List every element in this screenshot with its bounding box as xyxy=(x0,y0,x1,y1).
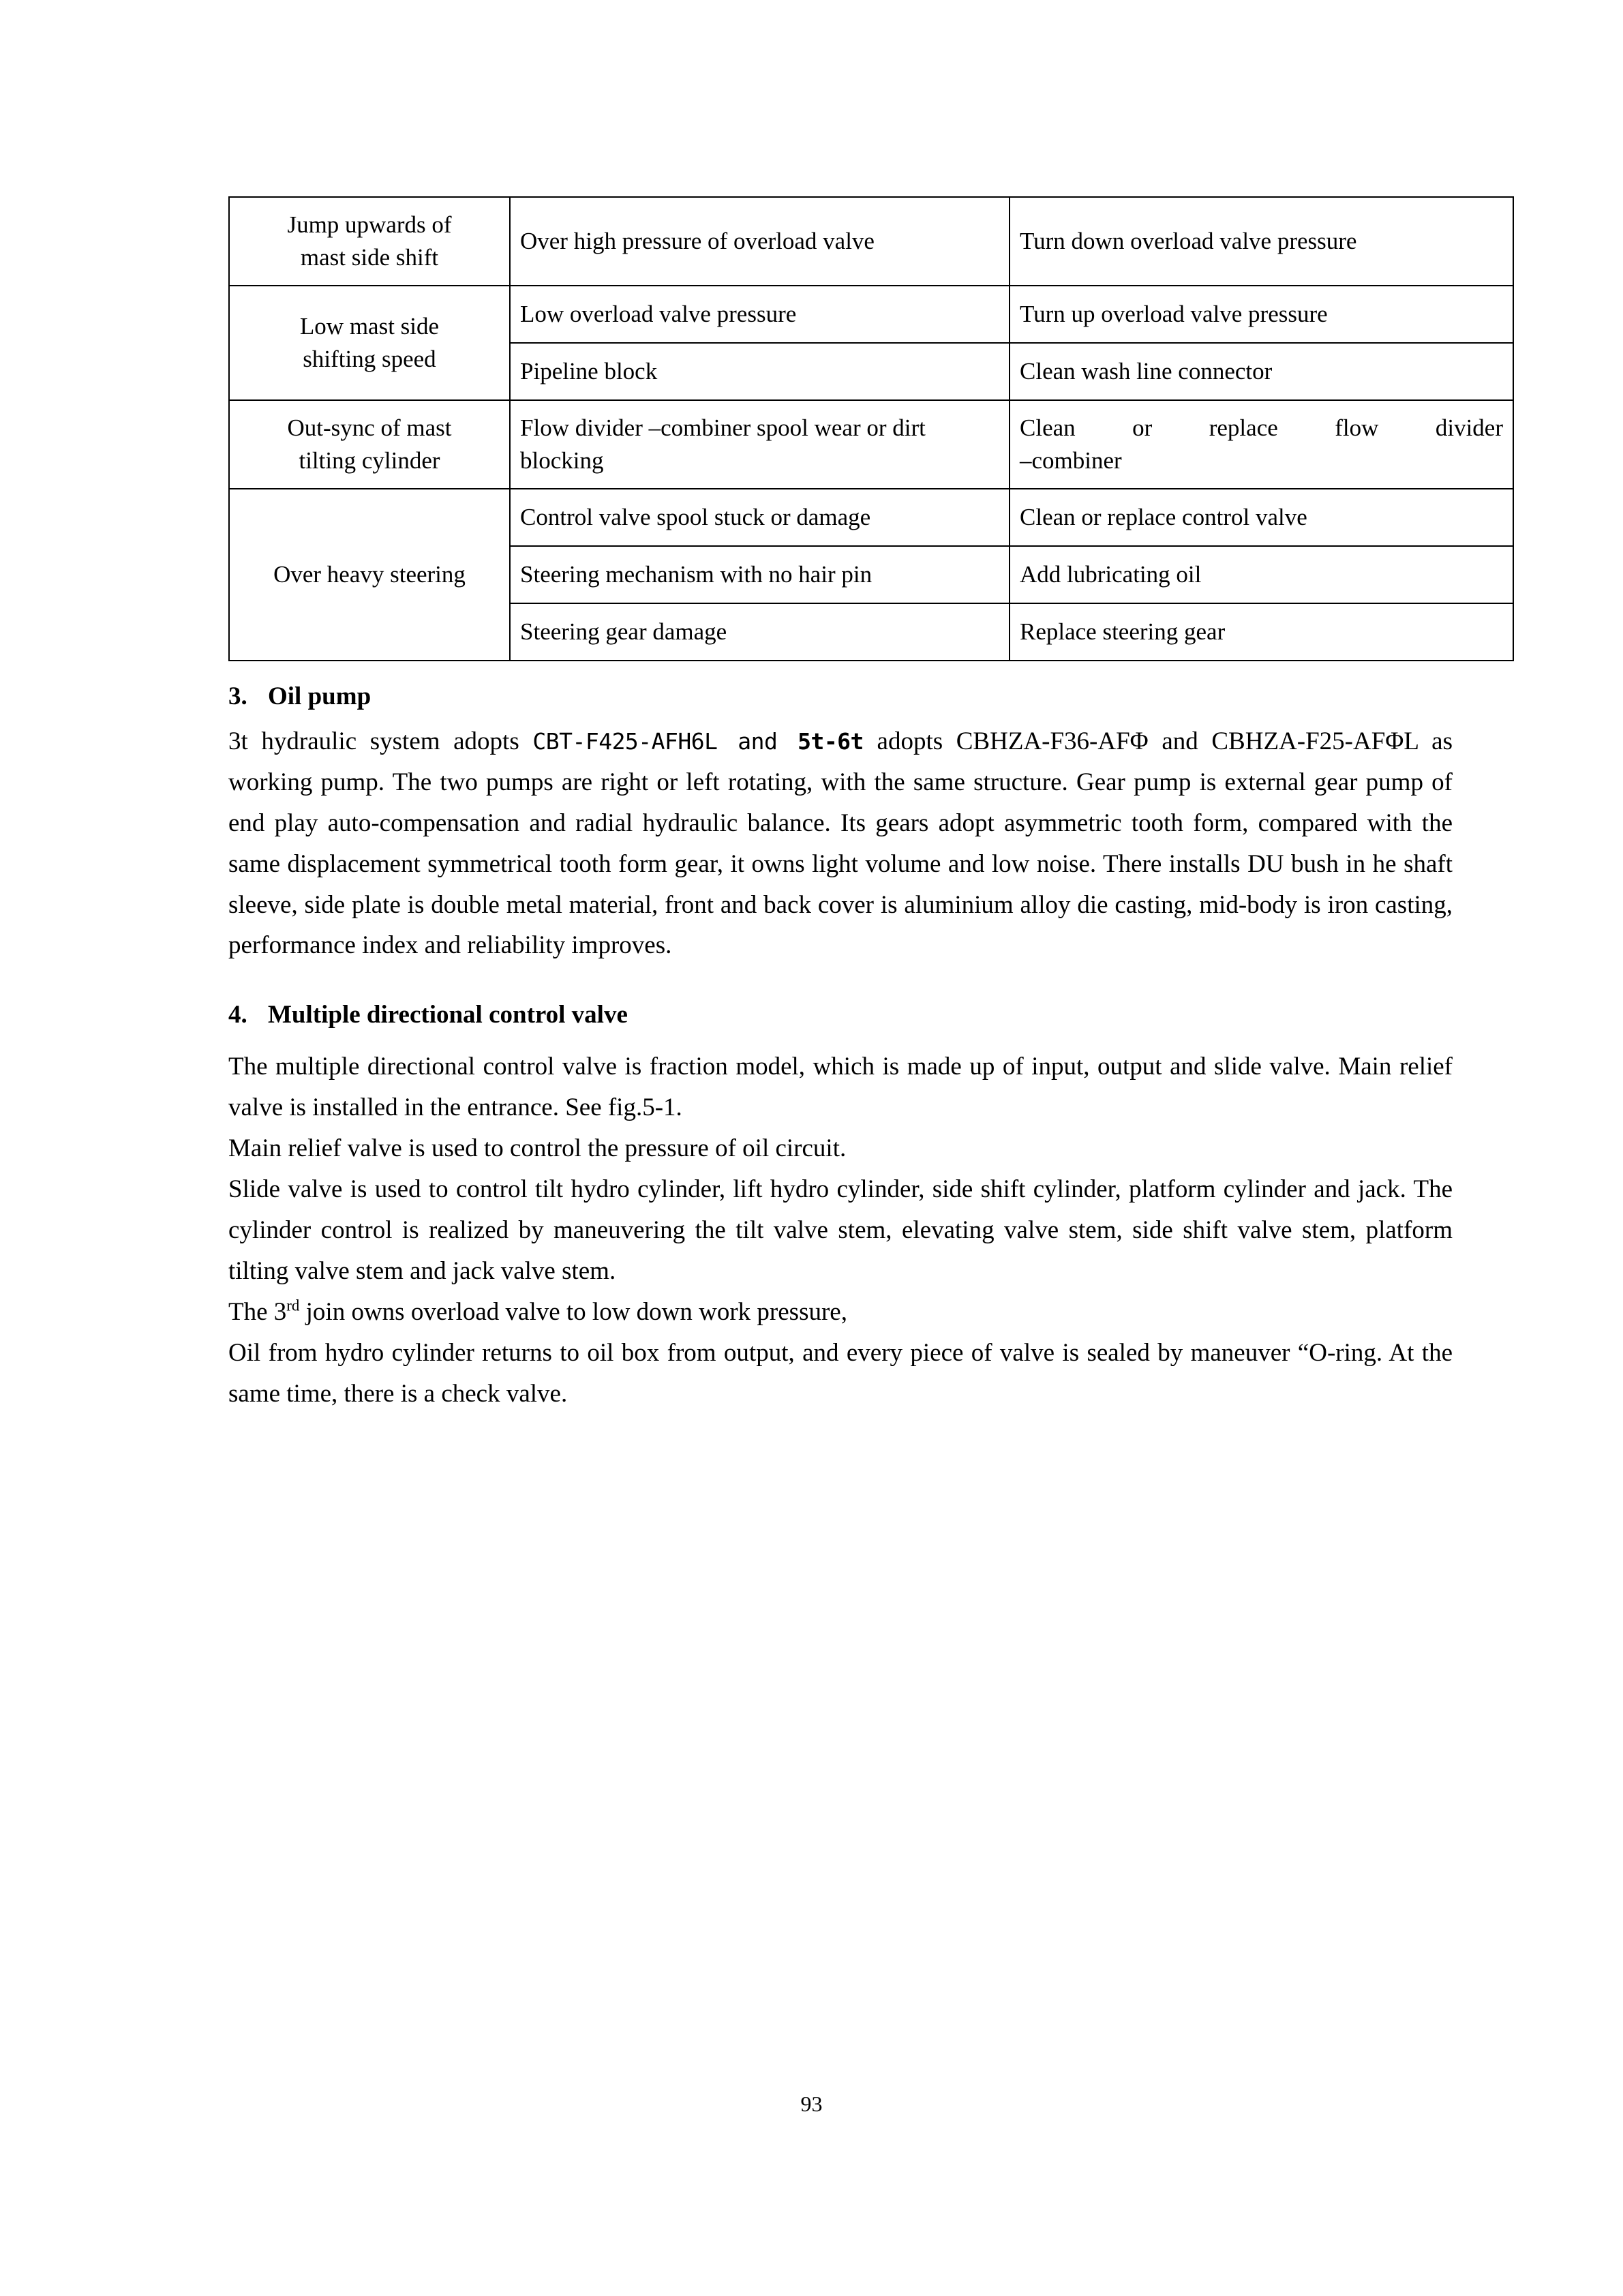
table-cell-remedy: Turn down overload valve pressure xyxy=(1010,197,1513,286)
table-cell-cause: Over high pressure of overload valve xyxy=(510,197,1010,286)
cause-line-1: Flow divider –combiner spool wear or dirt xyxy=(520,414,926,441)
ordinal-suffix-rd: rd xyxy=(286,1297,300,1314)
table-cell-remedy: Clean or replace control valve xyxy=(1010,489,1513,546)
table-row xyxy=(229,286,1513,343)
section-4-number: 4. xyxy=(228,1001,247,1029)
table-cell-symptom xyxy=(229,197,510,286)
page-content xyxy=(228,196,1503,1415)
table-row xyxy=(229,400,1513,489)
table-cell-symptom xyxy=(229,400,510,489)
section-3-heading xyxy=(228,679,1453,714)
symptom-line-1: Out-sync of mast xyxy=(287,414,452,441)
symptom-line-2: mast side shift xyxy=(300,244,439,271)
remedy-line-2: –combiner xyxy=(1020,447,1122,474)
table-cell-cause: Steering mechanism with no hair pin xyxy=(510,546,1010,603)
section-3-paragraph xyxy=(228,721,1453,967)
table-cell-symptom xyxy=(229,286,510,400)
cause-line-2: blocking xyxy=(520,447,604,474)
table-cell-remedy xyxy=(1010,400,1513,489)
symptom-line-2: tilting cylinder xyxy=(299,447,440,474)
table-cell-cause: Steering gear damage xyxy=(510,603,1010,661)
section-4-title: Multiple directional control valve xyxy=(268,1001,628,1029)
table-cell-cause: Control valve spool stuck or damage xyxy=(510,489,1010,546)
table-row xyxy=(229,197,1513,286)
table-cell-cause xyxy=(510,400,1010,489)
remedy-line-1: Clean or replace flow divider xyxy=(1020,414,1503,441)
pump-capacity-5t6t: 5t-6t xyxy=(798,727,864,755)
ordinal-prefix: The 3 xyxy=(228,1297,287,1326)
ordinal-rest: join owns overload valve to low down work pressure, xyxy=(299,1297,847,1326)
section-4-heading xyxy=(228,997,1453,1033)
fault-diagnosis-table xyxy=(228,196,1514,661)
section-4-paragraph-3: Slide valve is used to control tilt hydro cylinder, lift hydro cylinder, side shift cylinder, platform cylinder and jack. The cylinder control is realized by maneuvering the tilt valve stem, elevating valve stem, side shift valve stem, platform tilting valve stem and jack valve stem. xyxy=(228,1175,1453,1285)
section-4-final-paragraph: Oil from hydro cylinder returns to oil box from output, and every piece of valve is sealed by maneuver “O-ring. At the same time, there is a check valve. xyxy=(228,1338,1453,1408)
page-number: 93 xyxy=(800,2091,823,2116)
section-4-paragraph-1: The multiple directional control valve is fraction model, which is made up of input, output and slide valve. Main relief valve is installed in the entrance. See fig.5-1. xyxy=(228,1053,1453,1122)
symptom-line-2: shifting speed xyxy=(303,346,436,372)
pump-model-cbt: CBT-F425-AFH6L and xyxy=(532,727,798,755)
section-4-paragraph-2: Main relief valve is used to control the pressure of oil circuit. xyxy=(228,1134,847,1163)
table-cell-cause: Pipeline block xyxy=(510,343,1010,400)
table-cell-remedy: Clean wash line connector xyxy=(1010,343,1513,400)
symptom-line-1: Over heavy steering xyxy=(273,560,466,588)
table-cell-cause: Low overload valve pressure xyxy=(510,286,1010,343)
table-cell-symptom xyxy=(229,489,510,661)
symptom-line-1: Low mast side xyxy=(299,312,440,339)
table-cell-remedy: Turn up overload valve pressure xyxy=(1010,286,1513,343)
oil-pump-text-part2: adopts CBHZA-F36-AFΦ and CBHZA-F25-AFΦL as working pump. The two pumps are right or left rotating, with the same structure. Gear pump is external gear pump of end play auto-compensation and radial hydraulic balance. Its gears adopt asymmetric tooth form, compared with the same displacement symmetrical tooth form gear, it owns light volume and low noise. There installs DU bush in he shaft sleeve, side plate is double metal material, front and back cover is aluminium alloy die casting, mid-body is iron casting, performance index and reliability improves. xyxy=(228,727,1453,960)
section-3-number: 3. xyxy=(228,682,247,710)
section-4-ordinal-paragraph xyxy=(228,1292,1453,1333)
section-3-title: Oil pump xyxy=(268,682,371,710)
table-cell-remedy: Replace steering gear xyxy=(1010,603,1513,661)
oil-pump-text-part1: 3t hydraulic system adopts xyxy=(228,727,533,755)
table-row xyxy=(229,489,1513,546)
table-cell-remedy: Add lubricating oil xyxy=(1010,546,1513,603)
symptom-line-1: Jump upwards of xyxy=(287,211,452,238)
